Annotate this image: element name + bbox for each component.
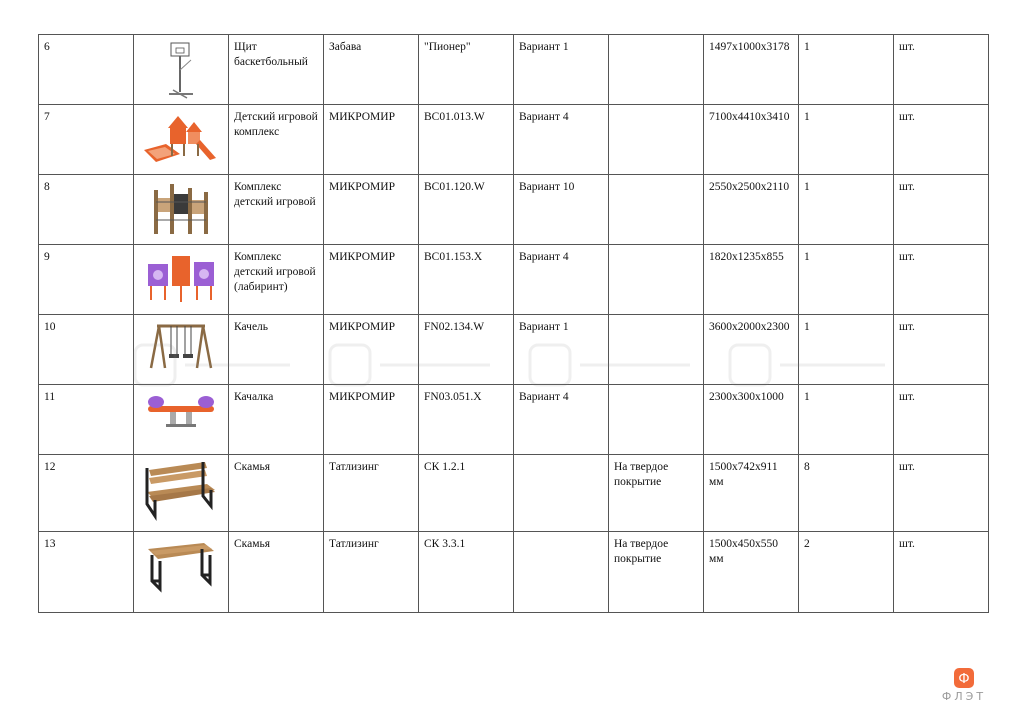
- quantity: 1: [799, 245, 894, 315]
- row-number: 12: [39, 455, 134, 532]
- installation: [609, 35, 704, 105]
- product-name: Скамья: [229, 532, 324, 613]
- manufacturer: Татлизинг: [324, 455, 419, 532]
- flat-logo: [934, 668, 994, 703]
- installation: [609, 245, 704, 315]
- article: BC01.153.X: [419, 245, 514, 315]
- row-number: 7: [39, 105, 134, 175]
- bench-with-back-icon: [141, 460, 221, 524]
- table-row: [39, 385, 989, 455]
- product-image: [134, 245, 229, 315]
- article: FN03.051.X: [419, 385, 514, 455]
- dimensions: 1500х450х550 мм: [704, 532, 799, 613]
- product-image: [134, 455, 229, 532]
- row-number: 6: [39, 35, 134, 105]
- manufacturer: МИКРОМИР: [324, 245, 419, 315]
- product-image: [134, 385, 229, 455]
- row-number: 11: [39, 385, 134, 455]
- labyrinth-icon: [144, 250, 218, 304]
- climbing-complex-icon: [148, 180, 214, 238]
- variant: [514, 532, 609, 613]
- quantity: 2: [799, 532, 894, 613]
- product-name: Качалка: [229, 385, 324, 455]
- table-row: [39, 315, 989, 385]
- variant: Вариант 4: [514, 385, 609, 455]
- product-image: [134, 532, 229, 613]
- table-row: [39, 532, 989, 613]
- product-name: Комплекс детский игровой (лабиринт): [229, 245, 324, 315]
- row-number: 9: [39, 245, 134, 315]
- table-row: [39, 455, 989, 532]
- dimensions: 2550х2500х2110: [704, 175, 799, 245]
- article: СК 1.2.1: [419, 455, 514, 532]
- product-name: Качель: [229, 315, 324, 385]
- product-image: [134, 175, 229, 245]
- dimensions: 1820х1235х855: [704, 245, 799, 315]
- article: BC01.013.W: [419, 105, 514, 175]
- product-name: Щит баскетбольный: [229, 35, 324, 105]
- quantity: 1: [799, 105, 894, 175]
- row-number: 13: [39, 532, 134, 613]
- unit: шт.: [894, 105, 989, 175]
- basketball-hoop-icon: [161, 40, 201, 100]
- installation: [609, 315, 704, 385]
- logo-glyph: Ф: [958, 672, 970, 687]
- table-row: [39, 35, 989, 105]
- table-row: [39, 175, 989, 245]
- manufacturer: МИКРОМИР: [324, 175, 419, 245]
- manufacturer: МИКРОМИР: [324, 315, 419, 385]
- row-number: 10: [39, 315, 134, 385]
- variant: Вариант 10: [514, 175, 609, 245]
- unit: шт.: [894, 385, 989, 455]
- unit: шт.: [894, 35, 989, 105]
- installation: [609, 175, 704, 245]
- quantity: 1: [799, 315, 894, 385]
- product-name: Скамья: [229, 455, 324, 532]
- product-name: Детский игровой комплекс: [229, 105, 324, 175]
- installation: [609, 385, 704, 455]
- variant: Вариант 4: [514, 105, 609, 175]
- product-image: [134, 105, 229, 175]
- flat-logo-icon: [954, 668, 974, 688]
- row-number: 8: [39, 175, 134, 245]
- product-image: [134, 35, 229, 105]
- dimensions: 3600х2000х2300: [704, 315, 799, 385]
- bench-icon: [144, 537, 218, 601]
- quantity: 8: [799, 455, 894, 532]
- unit: шт.: [894, 245, 989, 315]
- manufacturer: Татлизинг: [324, 532, 419, 613]
- quantity: 1: [799, 385, 894, 455]
- variant: Вариант 1: [514, 315, 609, 385]
- article: BC01.120.W: [419, 175, 514, 245]
- manufacturer: МИКРОМИР: [324, 105, 419, 175]
- unit: шт.: [894, 175, 989, 245]
- product-name: Комплекс детский игровой: [229, 175, 324, 245]
- installation: На твердое покрытие: [609, 455, 704, 532]
- article: "Пионер": [419, 35, 514, 105]
- article: СК 3.3.1: [419, 532, 514, 613]
- installation: [609, 105, 704, 175]
- dimensions: 1497х1000х3178: [704, 35, 799, 105]
- dimensions: 2300х300х1000: [704, 385, 799, 455]
- seesaw-icon: [144, 390, 218, 430]
- playground-complex-icon: [140, 110, 222, 166]
- installation: На твердое покрытие: [609, 532, 704, 613]
- quantity: 1: [799, 175, 894, 245]
- variant: [514, 455, 609, 532]
- unit: шт.: [894, 532, 989, 613]
- swing-icon: [149, 320, 213, 372]
- equipment-table: [38, 34, 989, 613]
- unit: шт.: [894, 455, 989, 532]
- dimensions: 1500х742х911 мм: [704, 455, 799, 532]
- table-row: [39, 245, 989, 315]
- product-image: [134, 315, 229, 385]
- variant: Вариант 4: [514, 245, 609, 315]
- manufacturer: Забава: [324, 35, 419, 105]
- quantity: 1: [799, 35, 894, 105]
- unit: шт.: [894, 315, 989, 385]
- manufacturer: МИКРОМИР: [324, 385, 419, 455]
- article: FN02.134.W: [419, 315, 514, 385]
- variant: Вариант 1: [514, 35, 609, 105]
- logo-text: ФЛЭТ: [941, 690, 987, 703]
- table-row: [39, 105, 989, 175]
- dimensions: 7100х4410х3410: [704, 105, 799, 175]
